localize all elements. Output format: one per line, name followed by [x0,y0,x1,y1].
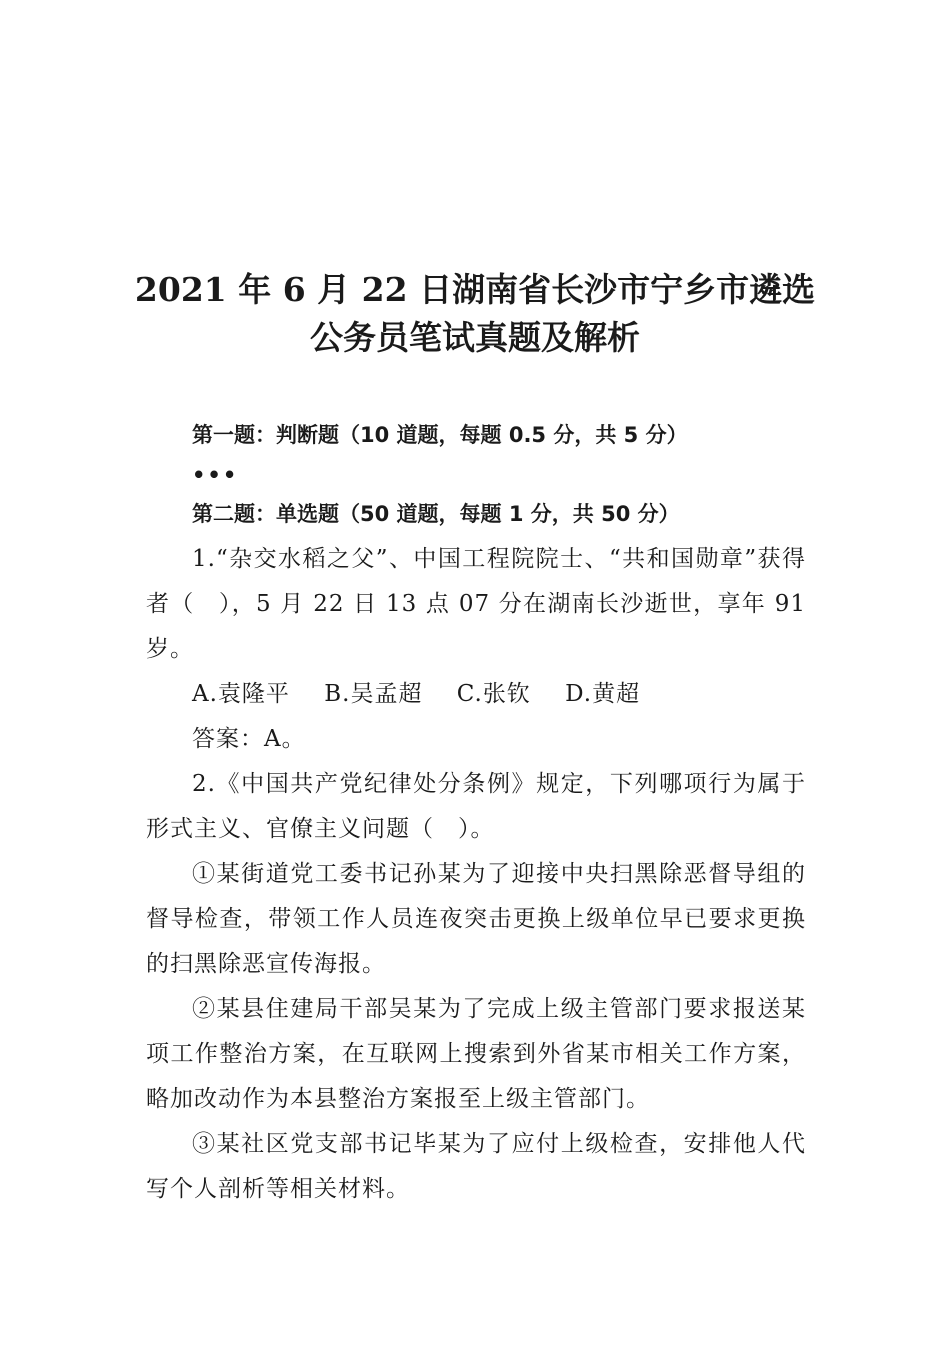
title-line-1: 2021 年 6 月 22 日湖南省长沙市宁乡市遴选 [134,270,816,309]
document-body [146,413,806,1212]
ellipsis-marker: ••• [192,463,239,487]
question-2-item-1: ①某街道党工委书记孙某为了迎接中央扫黑除恶督导组的督导检查，带领工作人员连夜突击更换上级单位早已要求更换的扫黑除恶宣传海报。 [146,861,806,977]
section-2-heading: 第二题：单选题（50 道题，每题 1 分，共 50 分） [192,502,680,526]
question-2-item-2: ②某县住建局干部吴某为了完成上级主管部门要求报送某项工作整治方案，在互联网上搜索到外省某市相关工作方案，略加改动作为本县整治方案报至上级主管部门。 [146,996,806,1112]
title-line-2: 公务员笔试真题及解析 [310,318,640,357]
option-a: A.袁隆平 [192,681,290,707]
section-1-heading: 第一题：判断题（10 道题，每题 0.5 分，共 5 分） [192,423,688,447]
option-b: B.吴孟超 [324,681,423,707]
question-1-options [146,672,806,717]
question-1-text: 1.“杂交水稻之父”、中国工程院院士、“共和国勋章”获得者（ ），5 月 22 日 13 点 07 分在湖南长沙逝世，享年 91 岁。 [146,546,806,662]
document-title [0,266,950,362]
question-2-item-3: ③某社区党支部书记毕某为了应付上级检查，安排他人代写个人剖析等相关材料。 [146,1131,806,1202]
option-d: D.黄超 [565,681,641,707]
question-2-text: 2.《中国共产党纪律处分条例》规定，下列哪项行为属于形式主义、官僚主义问题（ ）。 [146,771,806,842]
option-c: C.张钦 [456,681,531,707]
question-1-answer: 答案：A。 [192,726,306,752]
